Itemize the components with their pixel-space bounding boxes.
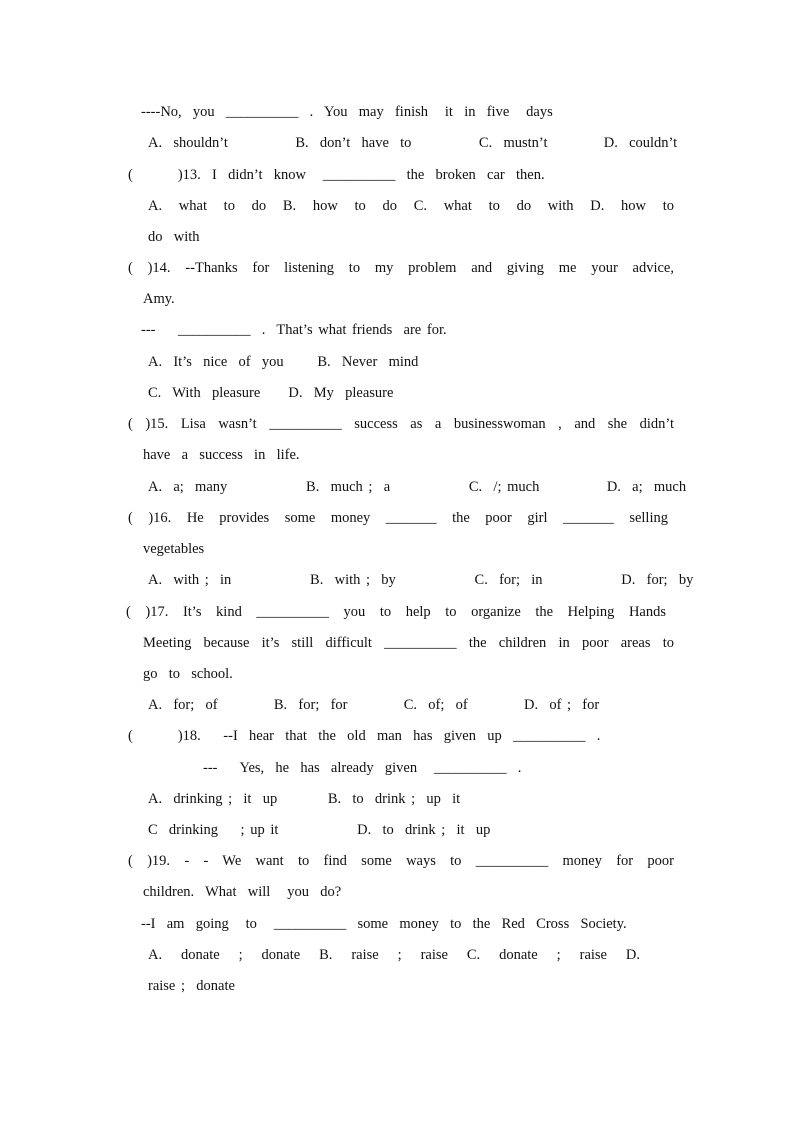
text-line: Amy. bbox=[143, 291, 175, 307]
text-line: have a success in life. bbox=[143, 447, 300, 463]
text-line: --- __________ . That’s what friends are for. bbox=[141, 322, 447, 338]
question-line: ( )16. He provides some money _______ the poor girl _______ selling bbox=[128, 510, 668, 526]
text-line: children. What will you do? bbox=[143, 884, 342, 900]
text-line: do with bbox=[148, 229, 200, 245]
text-line: --- Yes, he has already given __________ . bbox=[203, 760, 522, 776]
question-line: ( )14. --Thanks for listening to my problem and giving me your advice, bbox=[128, 260, 674, 276]
text-line: A. a; many B. much ; a C. /; much D. a; much bbox=[148, 479, 687, 495]
text-line: Meeting because it’s still difficult __________ the children in poor areas to bbox=[143, 635, 674, 651]
question-line: ( )13. I didn’t know __________ the broken car then. bbox=[128, 167, 545, 183]
question-line: ( )15. Lisa wasn’t __________ success as a businesswoman , and she didn’t bbox=[128, 416, 674, 432]
question-line: ( )17. It’s kind __________ you to help to organize the Helping Hands bbox=[126, 604, 666, 620]
text-line: C. With pleasure D. My pleasure bbox=[148, 385, 394, 401]
text-line: raise ; donate bbox=[148, 978, 235, 994]
text-line: go to school. bbox=[143, 666, 233, 682]
text-line: A. drinking ; it up B. to drink ; up it bbox=[148, 791, 461, 807]
text-line: A. shouldn’t B. don’t have to C. mustn’t D. couldn’t bbox=[148, 135, 678, 151]
text-line: A. donate ; donate B. raise ; raise C. donate ; raise D. bbox=[148, 947, 640, 963]
text-line: A. what to do B. how to do C. what to do with D. how to bbox=[148, 198, 674, 214]
text-line: vegetables bbox=[143, 541, 205, 557]
text-line: A. It’s nice of you B. Never mind bbox=[148, 354, 419, 370]
question-line: ( )18. --I hear that the old man has given up __________ . bbox=[128, 728, 601, 744]
text-line: C drinking ; up it D. to drink ; it up bbox=[148, 822, 491, 838]
text-line: A. for; of B. for; for C. of; of D. of ; for bbox=[148, 697, 600, 713]
question-line: ( )19. - - We want to find some ways to __________ money for poor bbox=[128, 853, 674, 869]
text-line: --I am going to __________ some money to the Red Cross Society. bbox=[141, 916, 627, 932]
text-line: ----No, you __________ . You may finish it in five days bbox=[141, 104, 553, 120]
text-line: A. with ; in B. with ; by C. for; in D. for; by bbox=[148, 572, 694, 588]
